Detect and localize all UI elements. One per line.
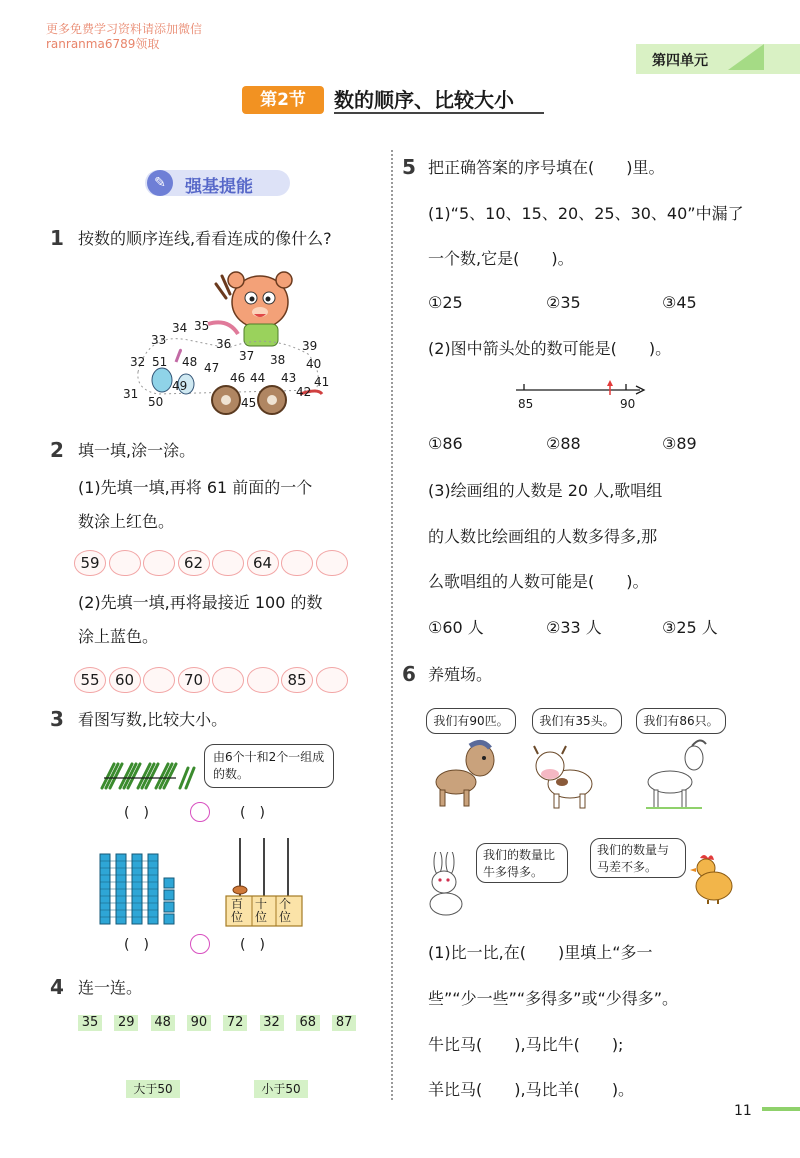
dot-label-44: 44: [250, 371, 266, 385]
dot-label-51: 51: [152, 355, 168, 369]
cow-figure: [534, 746, 592, 808]
column-divider: [391, 150, 393, 1100]
q3-compare-circle-1[interactable]: [190, 802, 210, 822]
q3-blank-1[interactable]: ( ): [124, 805, 149, 821]
dot-label-48: 48: [182, 355, 198, 369]
greater-than-50-box[interactable]: 大于50: [126, 1080, 180, 1098]
horse-speech-bubble: 我们有90匹。: [426, 708, 516, 734]
peach-cell-row1-3[interactable]: [143, 550, 175, 576]
q3-blank-3[interactable]: ( ): [124, 937, 149, 953]
dot-label-45: 45: [241, 396, 257, 410]
chicken-speech-bubble: 我们的数量与马差不多。: [590, 838, 686, 878]
dot-label-42: 42: [296, 385, 312, 399]
dot-label-33: 33: [151, 333, 167, 347]
peach-cell-row1-4[interactable]: 62: [178, 550, 210, 576]
peach-cell-row2-5[interactable]: [212, 667, 244, 693]
dot-label-46: 46: [230, 371, 246, 385]
q5-part1-line2: 一个数,它是( )。: [428, 249, 574, 268]
q2-number: 2: [50, 438, 64, 462]
q5-part2-option-a[interactable]: ①86: [428, 434, 463, 453]
dot-label-47: 47: [204, 361, 220, 375]
q4-number-chip-7[interactable]: 68: [296, 1015, 320, 1031]
peach-cell-row2-4[interactable]: 70: [178, 667, 210, 693]
dot-label-50: 50: [148, 395, 164, 409]
page-number-bar: [762, 1107, 800, 1111]
horse-figure: [436, 742, 494, 806]
q4-number-chip-2[interactable]: 29: [114, 1015, 138, 1031]
abacus-label-2: 十位: [254, 897, 267, 924]
q6-title: 养殖场。: [428, 665, 493, 684]
peach-cell-row1-6[interactable]: 64: [247, 550, 279, 576]
dot-label-41: 41: [314, 375, 330, 389]
q6-part1-line1: (1)比一比,在( )里填上“多一: [428, 943, 653, 962]
dot-label-32: 32: [130, 355, 146, 369]
dot-label-35: 35: [194, 319, 210, 333]
number-line-left-label: 85: [518, 397, 534, 411]
q5-part1-line1: (1)“5、10、15、20、25、30、40”中漏了: [428, 204, 744, 223]
peach-cell-row1-2[interactable]: [109, 550, 141, 576]
practice-badge: [145, 170, 290, 196]
dot-label-38: 38: [270, 353, 286, 367]
peach-cell-row2-1[interactable]: 55: [74, 667, 106, 693]
q4-number-chip-3[interactable]: 48: [151, 1015, 175, 1031]
rabbit-speech-bubble: 我们的数量比牛多得多。: [476, 843, 568, 883]
goat-figure: [646, 740, 706, 808]
q3-compare-circle-2[interactable]: [190, 934, 210, 954]
q5-part3-line2: 的人数比绘画组的人数多得多,那: [428, 527, 658, 546]
watermark-line1: 更多免费学习资料请添加微信: [46, 22, 203, 36]
unit-tab: [636, 44, 800, 74]
q4-number-chip-8[interactable]: 87: [332, 1015, 356, 1031]
peach-cell-row2-3[interactable]: [143, 667, 175, 693]
q5-part2-text: (2)图中箭头处的数可能是( )。: [428, 339, 672, 358]
bear-car-illustration: [118, 262, 348, 422]
q4-title: 连一连。: [78, 978, 143, 997]
peach-cell-row2-7[interactable]: 85: [281, 667, 313, 693]
section-badge: 第2节: [242, 86, 324, 114]
q6-number: 6: [402, 662, 416, 686]
goat-speech-bubble: 我们有86只。: [636, 708, 726, 734]
peach-cell-row1-1[interactable]: 59: [74, 550, 106, 576]
peach-cell-row1-5[interactable]: [212, 550, 244, 576]
q5-part1-option-a[interactable]: ①25: [428, 293, 463, 312]
q5-part3-option-a[interactable]: ①60 人: [428, 618, 484, 637]
peach-cell-row2-8[interactable]: [316, 667, 348, 693]
q4-number-chip-5[interactable]: 72: [223, 1015, 247, 1031]
unit-label: 第四单元: [652, 53, 708, 69]
q6-part1-line2: 些”“少一些”“多得多”或“少得多”。: [428, 989, 679, 1008]
q5-number: 5: [402, 155, 416, 179]
dot-label-39: 39: [302, 339, 318, 353]
q3-title: 看图写数,比较大小。: [78, 710, 228, 729]
pencil-icon: ✎: [147, 170, 173, 196]
cow-speech-bubble: 我们有35头。: [532, 708, 622, 734]
tens-cubes-picture: [98, 850, 184, 926]
peach-cell-row1-8[interactable]: [316, 550, 348, 576]
triangle-ruler-icon: [728, 44, 764, 70]
q2-part2-line1: (2)先填一填,再将最接近 100 的数: [78, 593, 323, 612]
practice-badge-label: 强基提能: [185, 177, 253, 197]
q3-speech-bubble: 由6个十和2个一组成的数。: [204, 744, 334, 788]
chicken-figure: [686, 852, 736, 904]
abacus-label-3: 个位: [278, 897, 291, 924]
q4-number: 4: [50, 975, 64, 999]
q5-part2-option-b[interactable]: ②88: [546, 434, 581, 453]
peach-cell-row2-6[interactable]: [247, 667, 279, 693]
page-number: 11: [734, 1103, 752, 1119]
q5-part3-line1: (3)绘画组的人数是 20 人,歌唱组: [428, 481, 663, 500]
q4-number-chip-6[interactable]: 32: [260, 1015, 284, 1031]
q5-part3-option-b[interactable]: ②33 人: [546, 618, 602, 637]
rabbit-figure: [424, 852, 474, 918]
q5-part1-option-b[interactable]: ②35: [546, 293, 581, 312]
peach-cell-row1-7[interactable]: [281, 550, 313, 576]
bear-figure: [216, 272, 292, 346]
q5-part3-line3: 么歌唱组的人数可能是( )。: [428, 572, 649, 591]
watermark-line2: ranranma6789领取: [46, 37, 160, 51]
q2-part1-line1: (1)先填一填,再将 61 前面的一个: [78, 478, 313, 497]
farm-animals-picture: [430, 738, 730, 810]
stick-bundles-picture: [100, 762, 196, 792]
section-title: 数的顺序、比较大小: [334, 86, 544, 114]
dot-label-37: 37: [239, 349, 255, 363]
peach-cell-row2-2[interactable]: 60: [109, 667, 141, 693]
q3-blank-2[interactable]: ( ): [240, 805, 265, 821]
q5-title: 把正确答案的序号填在( )里。: [428, 158, 665, 177]
q4-number-chip-4[interactable]: 90: [187, 1015, 211, 1031]
number-line-right-label: 90: [620, 397, 636, 411]
less-than-50-box[interactable]: 小于50: [254, 1080, 308, 1098]
q5-part3-option-c[interactable]: ③25 人: [662, 618, 718, 637]
q2-part1-line2: 数涂上红色。: [78, 512, 175, 531]
q6-compare-line1[interactable]: 牛比马( ),马比牛( );: [428, 1035, 624, 1054]
q1-text: 按数的顺序连线,看看连成的像什么?: [78, 229, 332, 248]
q5-part1-option-c[interactable]: ③45: [662, 293, 697, 312]
dot-label-31: 31: [123, 387, 139, 401]
q6-compare-line2[interactable]: 羊比马( ),马比羊( )。: [428, 1080, 635, 1099]
abacus-label-1: 百位: [230, 897, 243, 924]
dot-label-43: 43: [281, 371, 297, 385]
q5-part2-option-c[interactable]: ③89: [662, 434, 697, 453]
q3-number: 3: [50, 707, 64, 731]
dot-label-36: 36: [216, 337, 232, 351]
q2-part2-line2: 涂上蓝色。: [78, 627, 159, 646]
dot-label-49: 49: [172, 379, 188, 393]
dot-label-40: 40: [306, 357, 322, 371]
dot-label-34: 34: [172, 321, 188, 335]
q4-number-chip-1[interactable]: 35: [78, 1015, 102, 1031]
q1-number: 1: [50, 226, 64, 250]
q2-title: 填一填,涂一涂。: [78, 441, 196, 460]
q3-blank-4[interactable]: ( ): [240, 937, 265, 953]
